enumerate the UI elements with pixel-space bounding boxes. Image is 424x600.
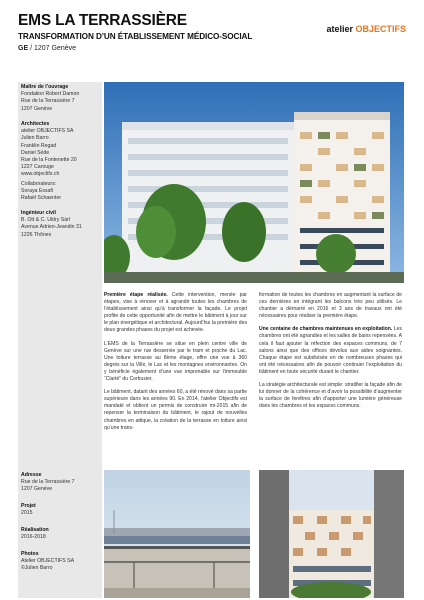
brand-accent: OBJECTIFS xyxy=(355,24,406,34)
paragraph-body: L’EMS de la Terrassière se situe en plein centre ville de Genève sur une rue desservie par le tram et proche du Lac. Une toiture terrasse au 8ème étage, offre une vue à 360 degrés sur la Ville, le Lac et les montagnes environnantes. On y bénéficie également d’une vue imprenable sur l’immeuble “Clarté” du Corbusier. xyxy=(104,340,247,383)
paragraph-body: Cette intervention, menée par étapes, vise à rénover et à agrandir toutes les chambres de l’établissement ainsi qu’à transformer la façade. Le projet profite de cette opportunité afin de mettre le bâtiment à jour sur le plan énergétique et architectural. Aujourd’hui la première des deux grandes phases du projet est achevée. xyxy=(104,292,247,334)
sidebar-collaborators xyxy=(21,181,103,203)
paragraph-body: formation de toutes les chambres en augmentant la surface de ces dernières en intégrant les balcons très peu utilisés. Le chantier a démarré en 2016 et 3 ans de travaux ont été nécessaires pour réaliser la première étape. xyxy=(259,292,402,320)
sidebar-realisation xyxy=(21,527,103,541)
sidebar-line: B. Ott & C. Uldry Sàrl xyxy=(21,217,71,224)
sidebar-label: Ingénieur civil xyxy=(21,210,56,216)
sidebar-line: www.objectifs.ch xyxy=(21,171,60,178)
text-column-right xyxy=(259,292,402,416)
sidebar-line: Rafaël Schaenter xyxy=(21,195,62,202)
facade-detail-photo xyxy=(259,470,404,598)
sidebar-line: 1227 Carouge xyxy=(21,164,54,171)
building-photo xyxy=(104,82,404,283)
paragraph xyxy=(104,389,247,432)
sidebar-owner xyxy=(21,84,103,113)
sidebar-label: Adresse xyxy=(21,472,42,478)
paragraph-body: Les chambres ont été agrandies et les salles de bains repensées. A cela il faut ajouter la réfection des espaces communs, de 7 salons ainsi que des offices dévolus aux aides soignantes. Chaque étape est subdivisée en de nombreuses phases qui ont été nécessaires afin de pouvoir continuer l’exploitation du bâtiment en toute sécurité durant le chantier. xyxy=(259,326,402,375)
paragraph xyxy=(259,292,402,320)
paragraph xyxy=(259,326,402,376)
paragraph xyxy=(104,341,247,384)
sidebar-line: ©Julien Barro xyxy=(21,565,53,572)
sidebar-project xyxy=(21,503,103,517)
sidebar-label: Collaborateurs: xyxy=(21,181,57,187)
sidebar-line: Franklin Regad xyxy=(21,142,57,149)
paragraph-lead: Première étape réalisée. xyxy=(104,292,168,298)
location-rest: / 1207 Genève xyxy=(28,45,76,52)
sidebar-line: atelier OBJECTIFS SA xyxy=(21,128,74,135)
location xyxy=(18,45,408,52)
sidebar-line: Soraya Essafi xyxy=(21,188,54,195)
sidebar-line: 2016-2018 xyxy=(21,534,46,541)
paragraph xyxy=(259,382,402,410)
building-photo-illustration xyxy=(104,82,404,283)
paragraph xyxy=(104,292,247,335)
sidebar-label: Projet xyxy=(21,503,36,509)
paragraph-body: Le bâtiment, datant des années 60, a été rénové dans sa partie supérieure dans les années 90. En 2014, l’atelier Objectifs est mandaté et obtient un permis de construire mi-2015 afin de repenser la terminaison du bâtiment, le rajout de nouvelles chambres en attique, la création de la terrasse en toiture ainsi qu’une trans- xyxy=(104,389,248,431)
sidebar-line: Rue de la Fontenette 20 xyxy=(21,157,77,164)
sidebar-line: Rue de la Terrassière 7 xyxy=(21,98,75,105)
sidebar-line: Daniel Séde xyxy=(21,149,50,156)
sidebar-line: Avenue Adrien-Jeandin 31 xyxy=(21,224,82,231)
brand-logo xyxy=(326,24,406,34)
sidebar-line: 1207 Genève xyxy=(21,105,53,112)
brand-prefix: atelier xyxy=(326,24,356,34)
paragraph-body: La stratégie architecturale est simple: stratifier la façade afin de lui donner de la cohérence et d’avoir la possibilité d’augmenter la surface de fenêtres afin d’apporter une lumière généreuse dans les chambres et les espaces communs. xyxy=(259,382,402,410)
sidebar-line: Atelier OBJECTIFS SA xyxy=(21,558,75,565)
sidebar-engineer xyxy=(21,210,103,239)
paragraph-lead: Une centaine de chambres maintenues en exploitation. xyxy=(259,326,393,333)
sidebar-line: Julien Barro xyxy=(21,135,49,142)
sidebar-line: 2015 xyxy=(21,510,33,517)
sidebar-label: Réalisation xyxy=(21,527,49,533)
sidebar-photos xyxy=(21,551,103,573)
sidebar-line: Rue de la Terrassière 7 xyxy=(21,479,75,486)
sidebar-address xyxy=(21,472,103,494)
page-title: EMS LA TERRASSIÈRE xyxy=(18,12,187,29)
terrace-photo xyxy=(104,470,250,598)
sidebar-architects xyxy=(21,121,103,179)
sidebar-label: Maître de l’ouvrage xyxy=(21,84,69,90)
sidebar-line: 1207 Genève xyxy=(21,486,53,493)
facade-detail-photo-illustration xyxy=(259,470,404,598)
sidebar xyxy=(18,82,102,598)
canton: GE xyxy=(18,45,29,52)
sidebar-line: 1226 Thônex xyxy=(21,231,52,238)
terrace-photo-illustration xyxy=(104,470,250,598)
sidebar-label: Architectes xyxy=(21,121,50,127)
sidebar-line: Fondation Robert Damon xyxy=(21,91,80,98)
page-subtitle: TRANSFORMATION D’UN ÉTABLISSEMENT MÉDICO-SOCIAL xyxy=(18,32,253,41)
sidebar-label: Photos xyxy=(21,551,39,557)
text-column-left xyxy=(104,292,247,438)
